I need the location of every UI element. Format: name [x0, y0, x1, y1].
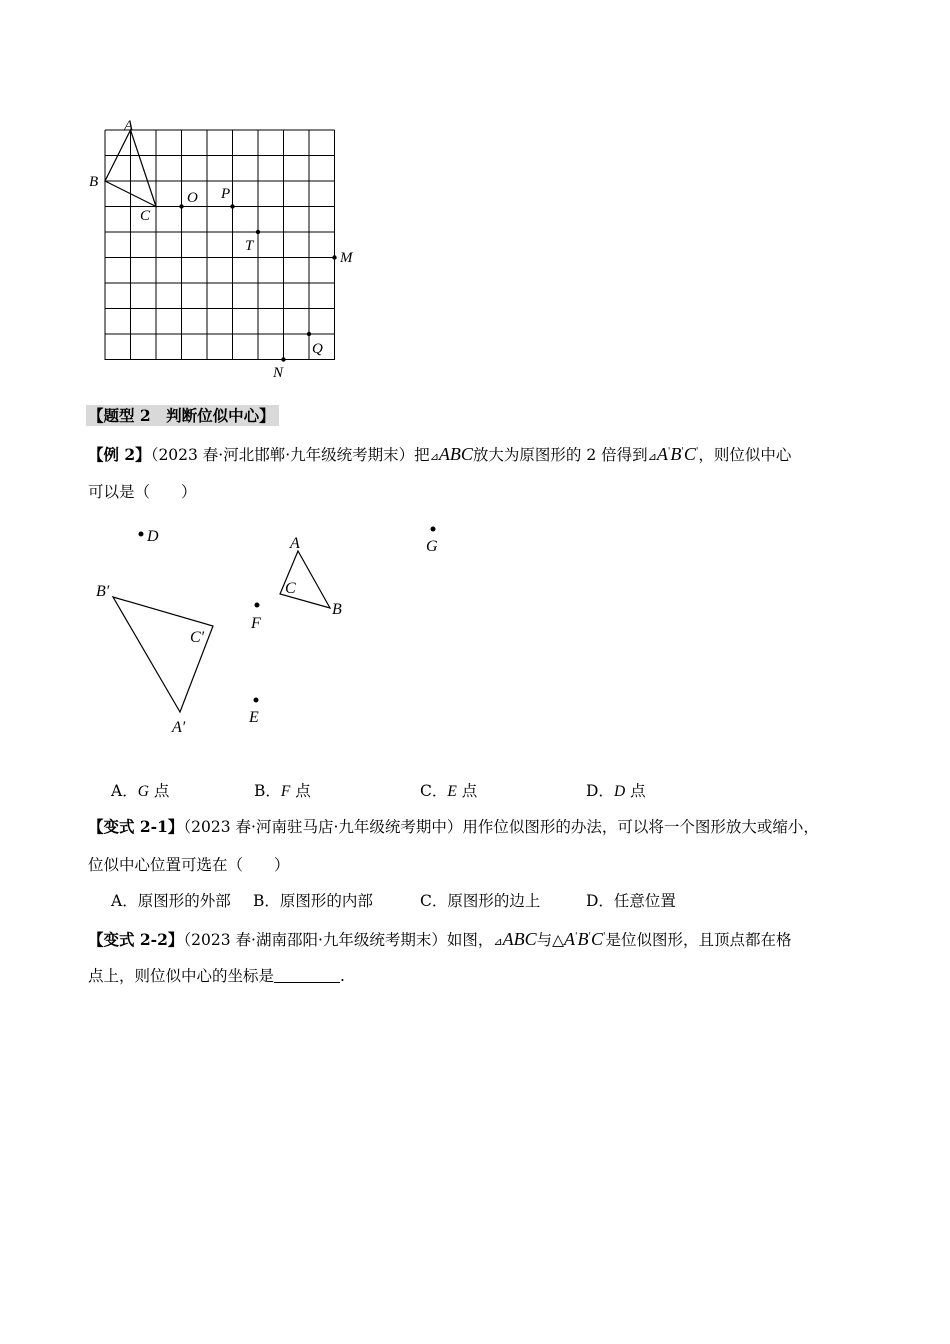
variant22-line1: 【变式 2-2】（2023 春·湖南邵阳·九年级统考期末）如图，⊿ABC与△A'B'C'是位似图形，且顶点都在格 — [88, 929, 792, 949]
example2-tag: 【例 2】 — [88, 445, 151, 464]
large-triangle-a-b-c-prime — [113, 597, 213, 712]
example2-line1: 【例 2】（2023 春·河北邯郸·九年级统考期末）把⊿ABC放大为原图形的 2 倍得到⊿A'B'C'，则位似中心 — [88, 444, 792, 464]
point-q — [307, 332, 311, 336]
variant21-option-a[interactable]: A．原图形的外部 — [111, 892, 231, 910]
fig2-label-b-prime: B′ — [96, 583, 110, 600]
point-o — [179, 204, 183, 208]
point-f — [255, 603, 260, 608]
label-b: B — [89, 174, 99, 190]
variant21-line2: 位似中心位置可选在（ ） — [88, 856, 290, 874]
label-t: T — [245, 238, 254, 254]
fig2-label-g: G — [426, 538, 438, 555]
label-p: P — [221, 186, 231, 202]
point-e — [254, 698, 259, 703]
fig2-label-f: F — [251, 615, 261, 632]
example2-source: （2023 春·河北邯郸·九年级统考期末） — [150, 446, 415, 464]
variant22-source: （2023 春·湖南邵阳·九年级统考期末） — [183, 931, 447, 949]
homothety-figure — [80, 515, 470, 745]
point-d — [139, 532, 144, 537]
example2-line2: 可以是（ ） — [88, 483, 197, 501]
variant21-option-c[interactable]: C．原图形的边上 — [420, 892, 541, 910]
fig2-label-e: E — [249, 709, 259, 726]
point-m — [332, 255, 336, 259]
fig2-label-c: C — [285, 580, 296, 597]
label-c: C — [140, 208, 151, 224]
fig2-label-a: A — [290, 535, 300, 552]
variant22-line2: 点上，则位似中心的坐标是 . — [88, 967, 345, 985]
fig2-label-a-prime: A′ — [172, 719, 186, 736]
answer-blank[interactable] — [274, 967, 340, 983]
section-heading: 【题型 2 判断位似中心】 — [86, 406, 279, 426]
variant21-tag: 【变式 2-1】 — [88, 817, 184, 836]
variant21-option-b[interactable]: B．原图形的内部 — [253, 892, 373, 910]
label-m: M — [340, 250, 353, 266]
example2-option-d[interactable]: D．D 点 — [586, 782, 646, 800]
point-g — [431, 527, 436, 532]
variant21-line1: 【变式 2-1】（2023 春·河南驻马店·九年级统考期中）用作位似图形的办法，可以将一个图形放大或缩小， — [88, 817, 819, 836]
variant21-option-d[interactable]: D．任意位置 — [586, 892, 676, 910]
point-t — [256, 230, 260, 234]
fig2-label-d: D — [147, 528, 159, 545]
label-o: O — [187, 190, 198, 206]
label-n: N — [273, 365, 284, 381]
label-q: Q — [312, 341, 323, 357]
grid-figure — [80, 112, 370, 384]
example2-option-c[interactable]: C．E 点 — [420, 782, 478, 800]
fig2-label-b: B — [332, 601, 342, 618]
label-a: A — [124, 118, 134, 134]
example2-option-b[interactable]: B．F 点 — [254, 782, 311, 800]
point-n — [281, 357, 285, 361]
variant21-source: （2023 春·河南驻马店·九年级统考期中） — [183, 818, 463, 836]
variant22-tag: 【变式 2-2】 — [88, 930, 184, 949]
example2-option-a[interactable]: A．G 点 — [111, 782, 170, 800]
point-p — [230, 204, 234, 208]
fig2-label-c-prime: C′ — [190, 629, 205, 646]
